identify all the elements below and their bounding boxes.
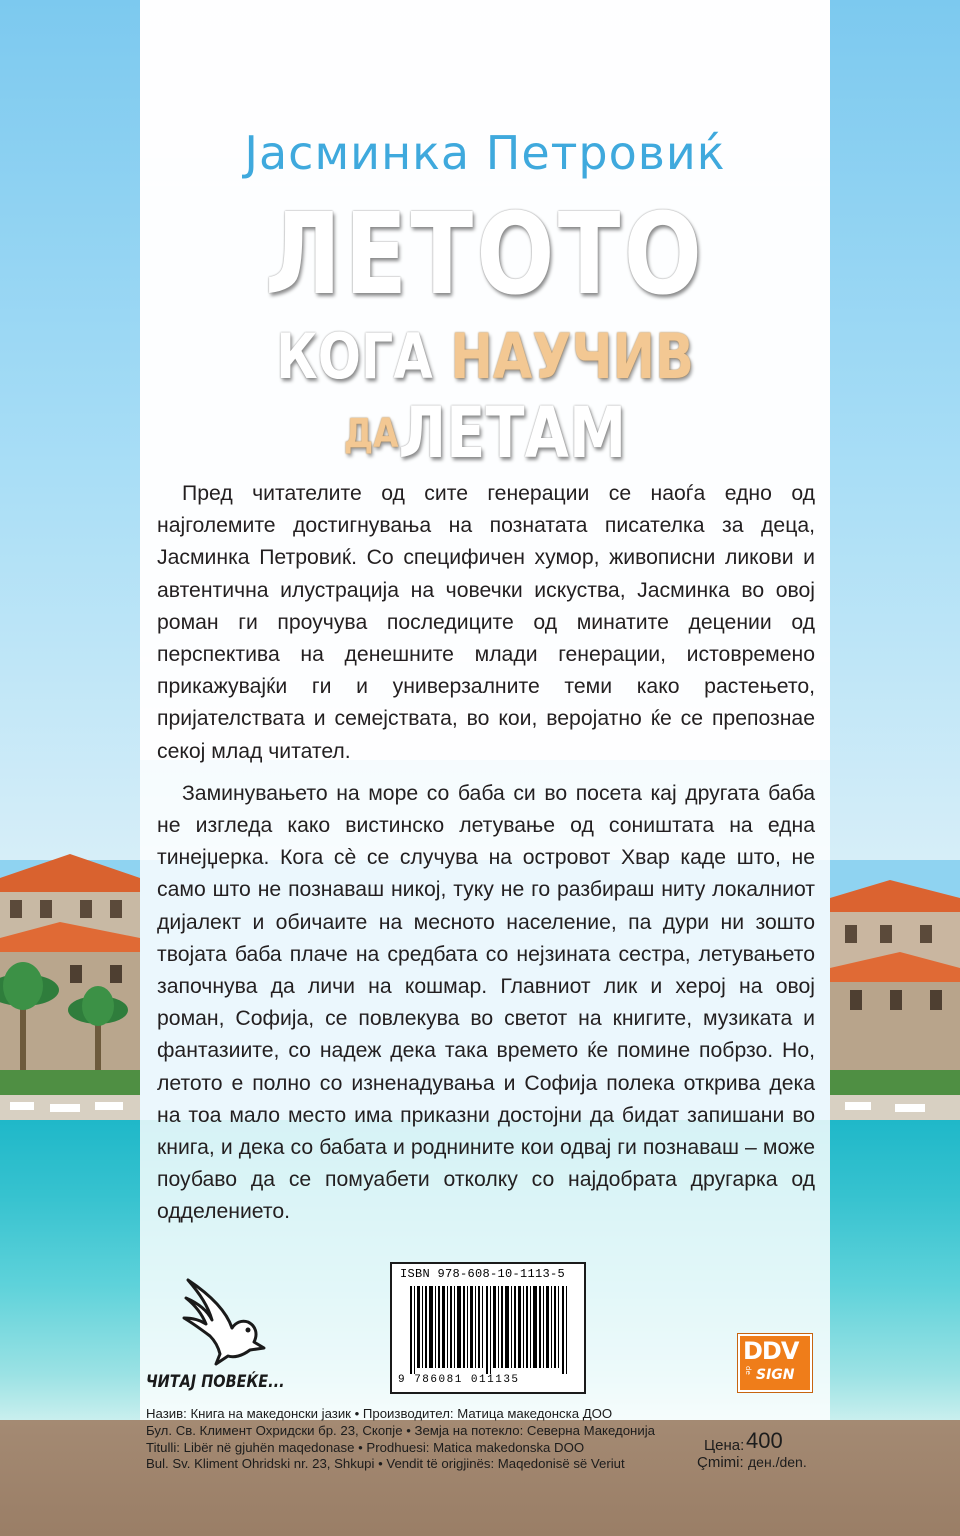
title-line-1: ЛЕТОТО [264, 190, 706, 320]
title-word-nauchiv: НАУЧИВ [450, 320, 694, 393]
publisher-logo-sub: SIGN [756, 1367, 795, 1383]
price-currency: ден./den. [748, 1454, 807, 1470]
price-value: 400 [746, 1428, 783, 1453]
series-name: ЧИТАЈ ПОВЕЌЕ... [146, 1372, 285, 1392]
isbn-text: ISBN 978-608-10-1113-5 [400, 1267, 566, 1281]
barcode [390, 1262, 586, 1394]
barcode-digits: 9 786081 011135 [398, 1374, 520, 1386]
title-line-3 [202, 392, 768, 474]
barcode-bars [410, 1286, 570, 1374]
title-word-koga: КОГА [276, 320, 451, 393]
publisher-logo-small: de [744, 1366, 752, 1375]
blurb-paragraph-1: Пред читателите од сите генерации се наоѓа едно од најголемите достигнувања на познатата писателка за деца, Јасминка Петровиќ. Со специфичен хумор, живописни ликови и автентична илустрација на човечки искуства, Јасминка во овој роман ги проучува последиците од минатите децении од перспектива на денешните млади генерации, истовремено прикажувајќи ги и универзалните теми како растењето, пријателствата и семејствата, во кои, веројатно ќе се препознае секој млад читател. [157, 482, 815, 763]
dove-icon [178, 1276, 268, 1368]
imprint [146, 1406, 706, 1473]
imprint-line: Bul. Sv. Kliment Ohridski nr. 23, Shkupi • Vendit të origjinës: Maqedonisë së Veriut [146, 1456, 625, 1472]
imprint-line: Бул. Св. Климент Охридски бр. 23, Скопје • Земја на потекло: Северна Македонија [146, 1422, 655, 1438]
imprint-line: Titulli: Libër në gjuhën maqedonase • Prodhuesi: Matica makedonska DOO [146, 1439, 585, 1455]
publisher-logo-top: DDV [743, 1337, 799, 1365]
price-label-mk: Цена: [704, 1437, 745, 1454]
publisher-logo [738, 1334, 812, 1392]
price-label-sq: Çmimi: [697, 1454, 744, 1471]
title-word-da: ДА [343, 411, 399, 457]
author-name: Јасминка Петровиќ [244, 126, 726, 180]
imprint-line: Назив: Книга на македонски јазик • Производител: Матица македонска ДОО [146, 1406, 613, 1421]
title-word-letam: ЛЕТАМ [398, 392, 627, 474]
title-line-2 [202, 320, 768, 393]
blurb-paragraph-2: Заминувањето на море со баба си во посета кај другата баба не изгледа како вистинско летување од соништата на една тинејџерка. Кога сè се случува на островот Хвар каде што, не само што не познаваш никој, туку не го разбираш ниту локалниот дијалект и обичаите на месното население, па дури ни зошто твојата баба плаче на средбата со нејзината сестра, летувањето започнува да личи на кошмар. Главниот лик и херој на овој роман, Софија, се повлекува во светот на книгите, музиката и фантазиите, со надеж дека така времето ќе помине побрзо. Но, летото е полно со изненадувања и Софија полека открива дека на тоа мало место има приказни достојни да бидат запишани во книга, и дека со бабата и роднините кои одвај ги познаваш – може поубаво да се помуабети отколку со најдобрата другарка од одделението. [157, 781, 815, 1224]
blurb [157, 478, 815, 1239]
